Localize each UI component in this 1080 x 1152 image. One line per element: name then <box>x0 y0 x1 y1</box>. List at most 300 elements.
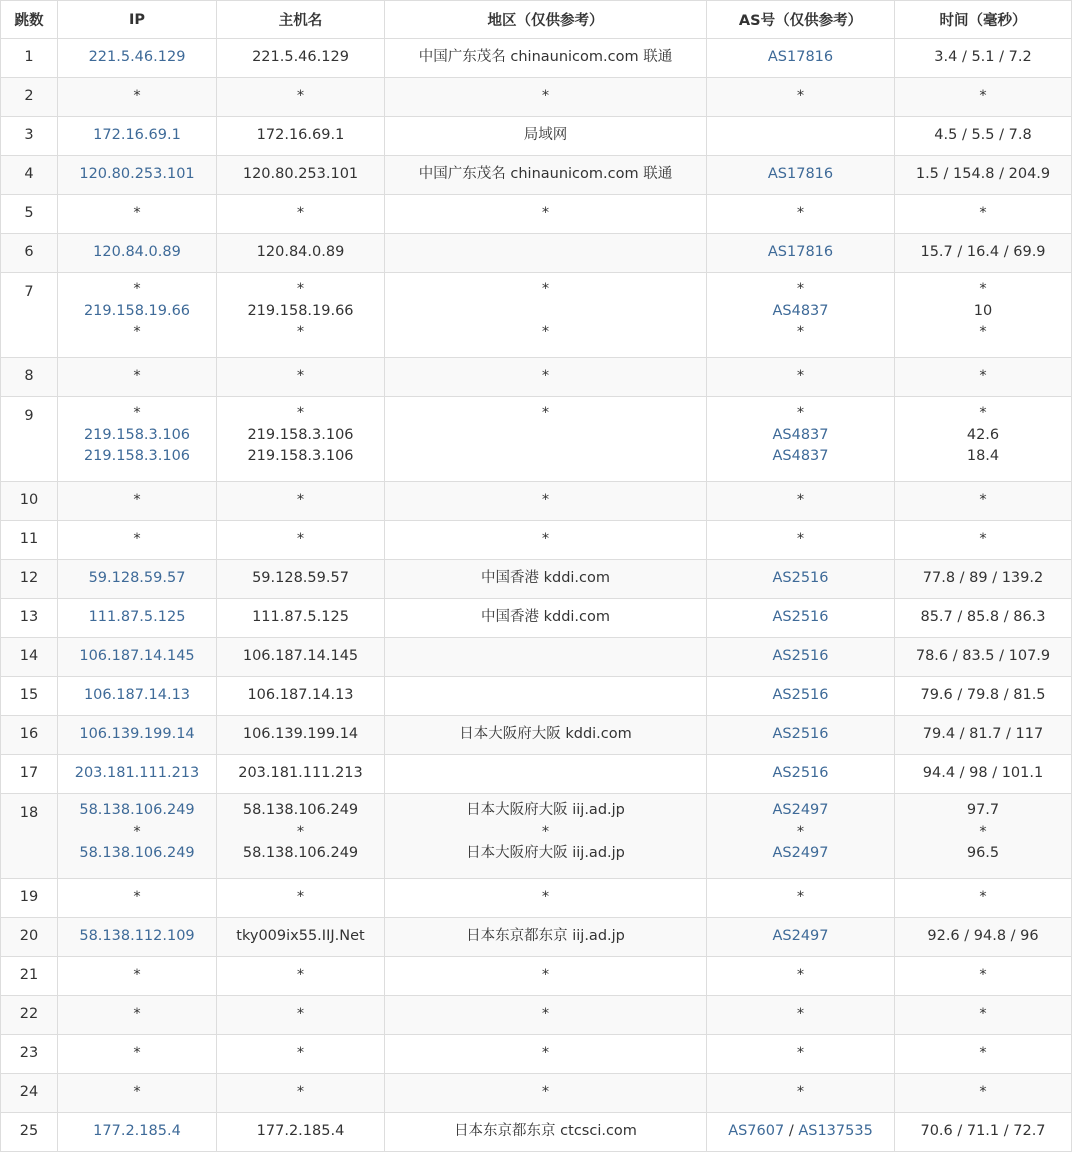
as-line <box>707 800 894 822</box>
as-line <box>707 822 894 844</box>
hostname: * <box>296 405 305 421</box>
hostname-cell <box>217 39 385 78</box>
hostname-cell <box>217 521 385 560</box>
region-text: * <box>541 281 550 297</box>
hostname-cell <box>217 716 385 755</box>
latency-value: * <box>979 368 987 385</box>
region-cell <box>385 397 707 482</box>
as-line <box>707 242 894 264</box>
hostname: * <box>296 1045 305 1062</box>
region-text: 日本大阪府大阪 kddi.com <box>459 726 632 743</box>
as-line <box>707 164 894 186</box>
hostname: 219.158.3.106 <box>247 426 354 443</box>
hop-cell: 12 <box>1 560 58 599</box>
region-text <box>385 646 706 668</box>
region-text <box>385 763 706 785</box>
hop-cell: 6 <box>1 234 58 273</box>
latency-value: 42.6 <box>966 426 1000 443</box>
ip-cell <box>58 794 217 879</box>
region-text: 日本大阪府大阪 iij.ad.jp <box>466 802 625 818</box>
hop-cell: 4 <box>1 156 58 195</box>
as-number-link[interactable]: AS2516 <box>772 726 829 743</box>
as-line <box>707 926 894 948</box>
as-cell <box>707 755 895 794</box>
latency-value: * <box>979 531 987 548</box>
ip-address-link[interactable]: 106.187.14.13 <box>83 687 191 704</box>
ip-cell <box>58 599 217 638</box>
as-cell <box>707 234 895 273</box>
hostname: 106.139.199.14 <box>242 726 359 743</box>
table-row <box>1 957 1072 996</box>
ip-address: * <box>133 492 141 509</box>
latency-value: * <box>979 889 987 906</box>
hostname-cell <box>217 156 385 195</box>
time-cell <box>895 755 1072 794</box>
ip-address-link[interactable]: 120.80.253.101 <box>79 166 195 183</box>
region-text: 中国广东茂名 chinaunicom.com 联通 <box>418 166 673 183</box>
header-as-number: AS号（仅供参考） <box>707 1 895 39</box>
header-time: 时间（毫秒） <box>895 1 1072 39</box>
time-cell <box>895 794 1072 879</box>
table-row <box>1 39 1072 78</box>
ip-address: * <box>133 1006 141 1023</box>
region-text: * <box>541 889 550 906</box>
as-line <box>707 322 894 344</box>
time-cell <box>895 39 1072 78</box>
table-row <box>1 918 1072 957</box>
latency-value: * <box>979 405 987 421</box>
hop-cell: 17 <box>1 755 58 794</box>
table-row <box>1 195 1072 234</box>
hostname-cell <box>217 78 385 117</box>
hop-cell: 15 <box>1 677 58 716</box>
hostname: 120.80.253.101 <box>242 166 359 183</box>
ip-address-link[interactable]: 58.138.106.249 <box>79 802 195 818</box>
region-cell <box>385 1113 707 1152</box>
time-cell <box>895 273 1072 358</box>
ip-address-link[interactable]: 58.138.112.109 <box>79 928 195 945</box>
time-cell <box>895 599 1072 638</box>
as-cell <box>707 638 895 677</box>
hostname: 58.138.106.249 <box>242 802 359 818</box>
region-cell <box>385 358 707 397</box>
ip-cell <box>58 1074 217 1113</box>
region-text: 中国香港 kddi.com <box>480 609 611 626</box>
as-cell <box>707 1074 895 1113</box>
hop-cell: 20 <box>1 918 58 957</box>
time-cell <box>895 234 1072 273</box>
latency-value: 18.4 <box>966 448 1000 464</box>
region-text: 日本大阪府大阪 iij.ad.jp <box>466 845 625 861</box>
ip-address: * <box>133 368 141 385</box>
time-cell <box>895 677 1072 716</box>
as-number-link[interactable]: AS2516 <box>772 609 829 626</box>
hostname-cell <box>217 638 385 677</box>
as-line <box>707 607 894 629</box>
latency-value: * <box>979 205 987 222</box>
ip-address: * <box>133 405 141 421</box>
time-cell <box>895 482 1072 521</box>
hostname: tky009ix55.IIJ.Net <box>236 928 365 945</box>
hostname: 58.138.106.249 <box>242 845 359 861</box>
hop-cell: 24 <box>1 1074 58 1113</box>
hostname: 172.16.69.1 <box>256 127 345 144</box>
ip-cell <box>58 1113 217 1152</box>
as-line <box>707 568 894 590</box>
as-line <box>707 125 894 147</box>
as-cell <box>707 996 895 1035</box>
as-number-link[interactable]: AS2497 <box>772 928 829 945</box>
ip-address: * <box>133 1084 141 1101</box>
latency-value: 79.4 / 81.7 / 117 <box>922 726 1044 743</box>
hostname-cell <box>217 397 385 482</box>
hostname: 219.158.3.106 <box>247 448 354 464</box>
as-number: * <box>796 324 805 340</box>
as-number-link[interactable]: AS137535 <box>798 1123 873 1140</box>
hostname-cell <box>217 1074 385 1113</box>
table-row <box>1 879 1072 918</box>
time-cell <box>895 560 1072 599</box>
region-text <box>385 425 706 447</box>
latency-value: 3.4 / 5.1 / 7.2 <box>934 49 1032 66</box>
table-row <box>1 234 1072 273</box>
hop-cell: 18 <box>1 794 58 879</box>
hop-cell: 9 <box>1 397 58 482</box>
as-line <box>707 763 894 785</box>
ip-address-link[interactable]: 59.128.59.57 <box>88 570 186 587</box>
region-text: * <box>541 324 550 340</box>
hostname-cell <box>217 918 385 957</box>
table-row <box>1 677 1072 716</box>
hop-cell: 2 <box>1 78 58 117</box>
hostname-cell <box>217 755 385 794</box>
region-text: 日本东京都东京 iij.ad.jp <box>466 928 625 945</box>
header-region: 地区（仅供参考） <box>385 1 707 39</box>
ip-address: * <box>133 1045 141 1062</box>
as-line <box>707 403 894 425</box>
ip-address: * <box>133 531 141 548</box>
time-cell <box>895 957 1072 996</box>
latency-value: 70.6 / 71.1 / 72.7 <box>920 1123 1046 1140</box>
as-number-link[interactable]: AS17816 <box>767 49 834 66</box>
latency-value: 77.8 / 89 / 139.2 <box>922 570 1044 587</box>
ip-cell <box>58 482 217 521</box>
table-row <box>1 599 1072 638</box>
hostname: 203.181.111.213 <box>238 765 363 782</box>
as-line <box>707 646 894 668</box>
latency-value: 4.5 / 5.5 / 7.8 <box>934 127 1032 144</box>
table-row <box>1 78 1072 117</box>
ip-cell <box>58 560 217 599</box>
hostname-cell <box>217 273 385 358</box>
hostname: * <box>296 281 305 297</box>
as-number: * <box>796 967 805 984</box>
latency-value: * <box>979 823 987 840</box>
hostname: * <box>296 324 305 340</box>
as-number-link[interactable]: AS17816 <box>767 244 834 261</box>
region-text: * <box>541 531 550 548</box>
hostname-cell <box>217 677 385 716</box>
latency-value: * <box>979 324 987 340</box>
hostname: * <box>296 1006 305 1023</box>
as-number: * <box>796 889 805 906</box>
ip-address-link[interactable]: 106.187.14.145 <box>79 648 195 665</box>
ip-address: * <box>133 823 141 840</box>
as-cell <box>707 273 895 358</box>
as-number-link[interactable]: AS2516 <box>772 570 829 587</box>
hostname: 177.2.185.4 <box>256 1123 345 1140</box>
hop-cell: 23 <box>1 1035 58 1074</box>
hostname: 120.84.0.89 <box>256 244 345 261</box>
table-row <box>1 755 1072 794</box>
region-text: 局域网 <box>523 127 568 144</box>
table-row <box>1 397 1072 482</box>
latency-value: 92.6 / 94.8 / 96 <box>927 928 1039 945</box>
as-number-link[interactable]: AS2516 <box>772 648 829 665</box>
as-line <box>707 724 894 746</box>
region-text: * <box>541 88 550 105</box>
region-text: * <box>541 967 550 984</box>
region-cell <box>385 234 707 273</box>
as-cell <box>707 794 895 879</box>
region-cell <box>385 273 707 358</box>
region-text: * <box>541 205 550 222</box>
ip-address-link[interactable]: 219.158.3.106 <box>83 448 191 464</box>
region-cell <box>385 195 707 234</box>
as-cell <box>707 599 895 638</box>
table-row <box>1 117 1072 156</box>
as-number-link[interactable]: AS2516 <box>772 687 829 704</box>
hop-cell: 25 <box>1 1113 58 1152</box>
time-cell <box>895 358 1072 397</box>
region-text: 中国广东茂名 chinaunicom.com 联通 <box>418 49 673 66</box>
latency-value: * <box>979 1006 987 1023</box>
as-number-link[interactable]: AS2516 <box>772 765 829 782</box>
hop-cell: 7 <box>1 273 58 358</box>
hostname-cell <box>217 117 385 156</box>
as-number-link[interactable]: AS4837 <box>772 426 829 443</box>
latency-value: 96.5 <box>966 845 1000 861</box>
header-ip: IP <box>58 1 217 39</box>
as-line <box>707 47 894 69</box>
hostname-cell <box>217 879 385 918</box>
header-hop: 跳数 <box>1 1 58 39</box>
latency-value: * <box>979 88 987 105</box>
as-number-link[interactable]: AS17816 <box>767 166 834 183</box>
as-number-link[interactable]: AS4837 <box>772 302 829 319</box>
as-line <box>707 1121 894 1143</box>
table-row <box>1 996 1072 1035</box>
region-cell <box>385 677 707 716</box>
ip-cell <box>58 195 217 234</box>
as-line <box>707 425 894 447</box>
ip-cell <box>58 1035 217 1074</box>
as-number: * <box>796 368 805 385</box>
region-cell <box>385 794 707 879</box>
as-cell <box>707 918 895 957</box>
as-line <box>707 1082 894 1104</box>
ip-cell <box>58 879 217 918</box>
as-number: * <box>796 281 805 297</box>
table-row <box>1 156 1072 195</box>
ip-cell <box>58 117 217 156</box>
hostname: * <box>296 889 305 906</box>
as-line <box>707 1004 894 1026</box>
as-cell <box>707 957 895 996</box>
time-cell <box>895 521 1072 560</box>
region-text: * <box>541 405 550 421</box>
as-number-link[interactable]: AS7607 <box>728 1123 785 1140</box>
region-cell <box>385 879 707 918</box>
ip-cell <box>58 521 217 560</box>
as-number: * <box>796 88 805 105</box>
ip-cell <box>58 273 217 358</box>
time-cell <box>895 879 1072 918</box>
hostname: * <box>296 531 305 548</box>
hop-cell: 16 <box>1 716 58 755</box>
hop-cell: 1 <box>1 39 58 78</box>
region-text <box>385 242 706 264</box>
ip-address: * <box>133 281 141 297</box>
ip-cell <box>58 677 217 716</box>
table-row <box>1 1074 1072 1113</box>
as-number: * <box>796 823 805 840</box>
table-row <box>1 1113 1072 1152</box>
time-cell <box>895 156 1072 195</box>
as-number-link[interactable]: AS2497 <box>772 845 829 861</box>
ip-address: * <box>133 205 141 222</box>
as-cell <box>707 39 895 78</box>
hop-cell: 8 <box>1 358 58 397</box>
hostname-cell <box>217 794 385 879</box>
as-cell <box>707 397 895 482</box>
region-text <box>385 446 706 468</box>
ip-address: * <box>133 88 141 105</box>
latency-value: * <box>979 492 987 509</box>
ip-cell <box>58 957 217 996</box>
hostname-cell <box>217 996 385 1035</box>
hostname-cell <box>217 599 385 638</box>
as-line <box>707 887 894 909</box>
table-row <box>1 560 1072 599</box>
ip-address-link[interactable]: 58.138.106.249 <box>79 845 195 861</box>
as-number: * <box>796 405 805 421</box>
table-row <box>1 1035 1072 1074</box>
ip-cell <box>58 358 217 397</box>
hostname: 219.158.19.66 <box>247 302 354 319</box>
latency-value: 97.7 <box>966 802 1000 818</box>
time-cell <box>895 1074 1072 1113</box>
ip-cell <box>58 397 217 482</box>
as-cell <box>707 560 895 599</box>
ip-cell <box>58 638 217 677</box>
region-text: 日本东京都东京 ctcsci.com <box>454 1123 637 1140</box>
ip-cell <box>58 156 217 195</box>
as-cell <box>707 677 895 716</box>
as-cell <box>707 78 895 117</box>
as-number: * <box>796 205 805 222</box>
hostname-cell <box>217 1113 385 1152</box>
as-number: * <box>796 1045 805 1062</box>
table-row <box>1 358 1072 397</box>
table-body <box>1 39 1072 1152</box>
region-cell <box>385 996 707 1035</box>
hostname: 106.187.14.145 <box>242 648 359 665</box>
ip-cell <box>58 39 217 78</box>
time-cell <box>895 78 1072 117</box>
hop-cell: 13 <box>1 599 58 638</box>
as-number: * <box>796 492 805 509</box>
region-cell <box>385 560 707 599</box>
ip-address-link[interactable]: 221.5.46.129 <box>88 49 186 66</box>
hostname: * <box>296 823 305 840</box>
ip-cell <box>58 716 217 755</box>
as-number-link[interactable]: AS2497 <box>772 802 829 818</box>
ip-address-link[interactable]: 203.181.111.213 <box>74 765 200 782</box>
ip-address-link[interactable]: 106.139.199.14 <box>79 726 195 743</box>
ip-address-link[interactable]: 111.87.5.125 <box>88 609 186 626</box>
ip-address: * <box>133 967 141 984</box>
hostname: * <box>296 368 305 385</box>
region-cell <box>385 1035 707 1074</box>
ip-address-link[interactable]: 219.158.3.106 <box>83 426 191 443</box>
hostname: * <box>296 88 305 105</box>
ip-address-link[interactable]: 177.2.185.4 <box>93 1123 181 1140</box>
time-cell <box>895 1035 1072 1074</box>
hop-cell: 3 <box>1 117 58 156</box>
as-number-link[interactable]: AS4837 <box>772 448 829 464</box>
ip-address-link[interactable]: 120.84.0.89 <box>93 244 181 261</box>
as-number: * <box>796 1006 805 1023</box>
as-cell <box>707 156 895 195</box>
as-line <box>707 490 894 512</box>
hostname-cell <box>217 482 385 521</box>
latency-value: 94.4 / 98 / 101.1 <box>922 765 1044 782</box>
region-cell <box>385 957 707 996</box>
hostname-cell <box>217 1035 385 1074</box>
as-line <box>707 203 894 225</box>
hostname-cell <box>217 195 385 234</box>
as-line <box>707 86 894 108</box>
as-line <box>707 366 894 388</box>
as-cell <box>707 716 895 755</box>
region-cell <box>385 117 707 156</box>
region-cell <box>385 39 707 78</box>
hop-cell: 21 <box>1 957 58 996</box>
latency-value: 78.6 / 83.5 / 107.9 <box>915 648 1051 665</box>
latency-value: 1.5 / 154.8 / 204.9 <box>915 166 1051 183</box>
as-cell <box>707 1035 895 1074</box>
as-cell <box>707 1113 895 1152</box>
table-row <box>1 794 1072 879</box>
region-cell <box>385 918 707 957</box>
region-text: * <box>541 492 550 509</box>
hostname-cell <box>217 234 385 273</box>
region-cell <box>385 1074 707 1113</box>
region-text: * <box>541 1045 550 1062</box>
as-number: * <box>796 531 805 548</box>
hop-cell: 10 <box>1 482 58 521</box>
ip-address-link[interactable]: 172.16.69.1 <box>93 127 181 144</box>
ip-cell <box>58 918 217 957</box>
region-text: * <box>541 1084 550 1101</box>
ip-address-link[interactable]: 219.158.19.66 <box>83 302 191 319</box>
table-row <box>1 482 1072 521</box>
hop-cell: 14 <box>1 638 58 677</box>
time-cell <box>895 117 1072 156</box>
hostname-cell <box>217 560 385 599</box>
as-line <box>707 843 894 865</box>
